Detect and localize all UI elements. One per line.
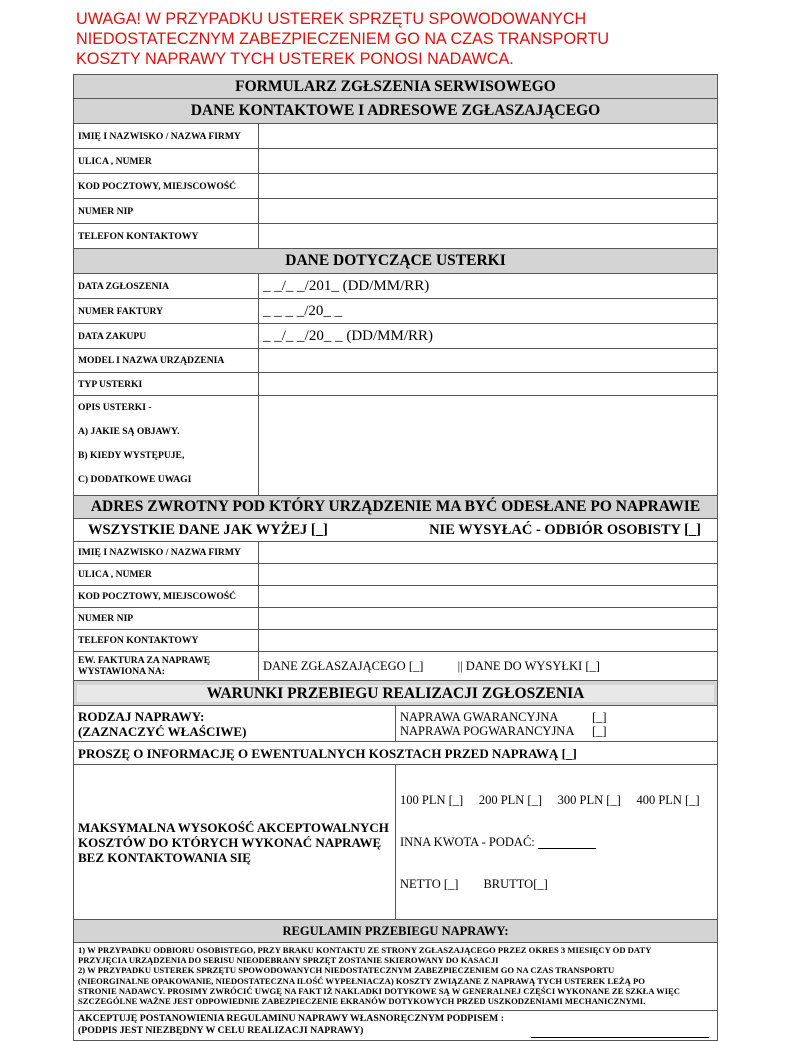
rules-text xyxy=(74,943,718,1011)
warning-line: NIEDOSTATECZNYM ZABEZPIECZENIEM GO NA CZAS TRANSPORTU xyxy=(76,30,610,48)
cost-info-checkbox[interactable]: PROSZĘ O INFORMACJĘ O EWENTUALNYCH KOSZTACH PRZED NAPRAWĄ [_] xyxy=(74,742,718,765)
return-name-field[interactable] xyxy=(259,542,718,564)
signature-field[interactable] xyxy=(531,1025,709,1038)
fault-description-label xyxy=(74,396,259,496)
return-nip-label: NUMER NIP xyxy=(74,608,259,630)
service-form xyxy=(73,74,718,1041)
max-cost-line-3: BEZ KONTAKTOWANIA SIĘ xyxy=(78,849,251,865)
conditions-title-text: WARUNKI PRZEBIEGU REALIZACJI ZGŁOSZENIA xyxy=(77,685,714,702)
invoice-to-label xyxy=(74,652,259,681)
rules-line: 2) W PRZYPADKU USTEREK SPRZĘTU SPOWODOWANYCH NIEDOSTATECZNYM ZABEZPIECZENIEM GO NA CZAS TRANSPORTU xyxy=(78,965,615,976)
invoice-to-label-1: EW. FAKTURA ZA NAPRAWĘ xyxy=(78,655,211,666)
repair-type-label xyxy=(74,706,396,742)
rules-line: STRONIE NADAWCY. PROSIMY ZWRÓCIĆ UWGĘ NA FAKT IŻ NAKLADKI DOTYKOWE SĄ W GENERALNEJ CZĘŚCI WYKONANE ZE SZKŁA WIĘC xyxy=(78,985,680,996)
invoice-to-options xyxy=(259,652,718,681)
return-postcode-field[interactable] xyxy=(259,586,718,608)
rules-line: SZCZEGÓLNE WAŻNE JEST ODPOWIEDNIE ZABEZPIECZENIE EKRANÓW DOTYKOWYCH PRZED USZKODZENIAMI MECHANICZNYMI. xyxy=(78,996,646,1007)
repair-type-label-1: RODZAJ NAPRAWY: xyxy=(78,708,205,724)
contact-name-field[interactable] xyxy=(259,124,718,149)
repair-type-options xyxy=(396,706,718,742)
warning-line: UWAGA! W PRZYPADKU USTEREK SPRZĘTU SPOWODOWANYCH xyxy=(76,10,587,28)
form-title: FORMULARZ ZGŁSZENIA SERWISOWEGO xyxy=(74,75,718,99)
repair-type-label-2: (ZAZNACZYĆ WŁAŚCIWE) xyxy=(78,723,247,739)
contact-phone-label: TELEFON KONTAKTOWY xyxy=(74,224,259,249)
netto-checkbox[interactable]: NETTO [_] xyxy=(400,877,459,891)
model-field[interactable] xyxy=(259,349,718,373)
contact-nip-field[interactable] xyxy=(259,199,718,224)
contact-postcode-field[interactable] xyxy=(259,174,718,199)
return-phone-field[interactable] xyxy=(259,630,718,652)
desc-b: B) KIEDY WYSTĘPUJE, xyxy=(78,450,185,461)
rules-line: PRZYJĘCIA URZĄDZENIA DO SERISU NIEODEBRANY SPRZĘT ZOSTANIE SKIEROWANY DO KASACJI xyxy=(78,955,499,966)
invoice-to-reporter-checkbox[interactable]: DANE ZGŁASZAJĄCEGO [_] xyxy=(263,658,424,673)
desc-a: A) JAKIE SĄ OBJAWY. xyxy=(78,426,180,437)
other-amount-field[interactable] xyxy=(538,837,596,849)
return-name-label: IMIĘ I NAZWISKO / NAZWA FIRMY xyxy=(74,542,259,564)
purchase-date-label: DATA ZAKUPU xyxy=(74,324,259,349)
post-warranty-label: NAPRAWA POGWARANCYJNA xyxy=(400,723,575,738)
return-nip-field[interactable] xyxy=(259,608,718,630)
no-ship-checkbox[interactable]: NIE WYSYŁAĆ - ODBIÓR OSOBISTY [_] xyxy=(429,521,702,538)
contact-street-label: ULICA , NUMER xyxy=(74,149,259,174)
same-data-checkbox[interactable]: WSZYSTKIE DANE JAK WYŻEJ [_] xyxy=(88,521,328,538)
return-phone-label: TELEFON KONTAKTOWY xyxy=(74,630,259,652)
max-cost-line-2: KOSZTÓW DO KTÓRYCH WYKONAĆ NAPRAWĘ xyxy=(78,834,382,850)
report-date-label: DATA ZGŁOSZENIA xyxy=(74,274,259,299)
report-date-field[interactable]: _ _/_ _/201_ (DD/MM/RR) xyxy=(259,274,718,299)
acceptance-row xyxy=(74,1011,718,1041)
conditions-section-title xyxy=(74,681,718,706)
max-cost-options xyxy=(396,765,718,920)
return-street-field[interactable] xyxy=(259,564,718,586)
max-cost-line-1: MAKSYMALNA WYSOKOŚĆ AKCEPTOWALNYCH xyxy=(78,819,389,835)
amount-checkboxes[interactable]: 100 PLN [_] 200 PLN [_] 300 PLN [_] 400 PLN [_] xyxy=(400,793,700,807)
invoice-to-shipping-checkbox[interactable]: || DANE DO WYSYŁKI [_] xyxy=(457,658,600,673)
purchase-date-field[interactable]: _ _/_ _/20_ _ (DD/MM/RR) xyxy=(259,324,718,349)
acceptance-line-2: (PODPIS JEST NIEZBĘDNY W CELU REALIZACJI NAPRAWY) xyxy=(78,1024,364,1036)
invoice-number-label: NUMER FAKTURY xyxy=(74,299,259,324)
fault-section-title: DANE DOTYCZĄCE USTERKI xyxy=(74,249,718,274)
contact-nip-label: NUMER NIP xyxy=(74,199,259,224)
invoice-number-field[interactable]: _ _ _ _/20_ _ xyxy=(259,299,718,324)
desc-c: C) DODATKOWE UWAGI xyxy=(78,474,192,485)
fault-type-label: TYP USTERKI xyxy=(74,373,259,396)
warranty-checkbox[interactable]: [_] xyxy=(592,709,607,724)
brutto-checkbox[interactable]: BRUTTO[_] xyxy=(483,877,548,891)
other-amount-label: INNA KWOTA - PODAĆ: xyxy=(400,835,535,849)
acceptance-line-1: AKCEPTUJĘ POSTANOWIENIA REGULAMINU NAPRAWY WŁASNORĘCZNYM PODPISEM : xyxy=(78,1013,505,1025)
return-postcode-label: KOD POCZTOWY, MIEJSCOWOŚĆ xyxy=(74,586,259,608)
contact-phone-field[interactable] xyxy=(259,224,718,249)
warranty-label: NAPRAWA GWARANCYJNA xyxy=(400,709,559,724)
post-warranty-checkbox[interactable]: [_] xyxy=(592,723,607,738)
contact-name-label: IMIĘ I NAZWISKO / NAZWA FIRMY xyxy=(74,124,259,149)
fault-type-field[interactable] xyxy=(259,373,718,396)
return-street-label: ULICA , NUMER xyxy=(74,564,259,586)
contact-street-field[interactable] xyxy=(259,149,718,174)
invoice-to-label-2: WYSTAWIONA NA: xyxy=(78,666,165,677)
contact-postcode-label: KOD POCZTOWY, MIEJSCOWOŚĆ xyxy=(74,174,259,199)
warning-notice xyxy=(76,9,776,69)
rules-title: REGULAMIN PRZEBIEGU NAPRAWY: xyxy=(74,920,718,943)
contact-section-title: DANE KONTAKTOWE I ADRESOWE ZGŁASZAJĄCEGO xyxy=(74,99,718,124)
rules-line: 1) W PRZYPADKU ODBIORU OSOBISTEGO, PRZY BRAKU KONTAKTU ZE STRONY ZGŁASZAJĄCEGO PRZEZ OKRES 3 MIESIĘCY OD DATY xyxy=(78,945,652,955)
warning-line: KOSZTY NAPRAWY TYCH USTEREK PONOSI NADAWCA. xyxy=(76,50,514,68)
desc-title: OPIS USTERKI - xyxy=(78,402,152,413)
model-label: MODEL I NAZWA URZĄDZENIA xyxy=(74,349,259,373)
return-section-title: ADRES ZWROTNY POD KTÓRY URZĄDZENIE MA BYĆ ODESŁANE PO NAPRAWIE xyxy=(74,496,718,519)
rules-line: (NIEORGINALNE OPAKOWANIE, NIEDOSTATECZNA ILOŚĆ WYPEŁNIACZA) KOSZTY ZWIĄZANE Z NAPRAWĄ TYCH USTEREK LEŻĄ PO xyxy=(78,975,645,986)
return-options-row xyxy=(74,519,718,542)
max-cost-label xyxy=(74,765,396,920)
fault-description-field[interactable] xyxy=(259,396,718,496)
